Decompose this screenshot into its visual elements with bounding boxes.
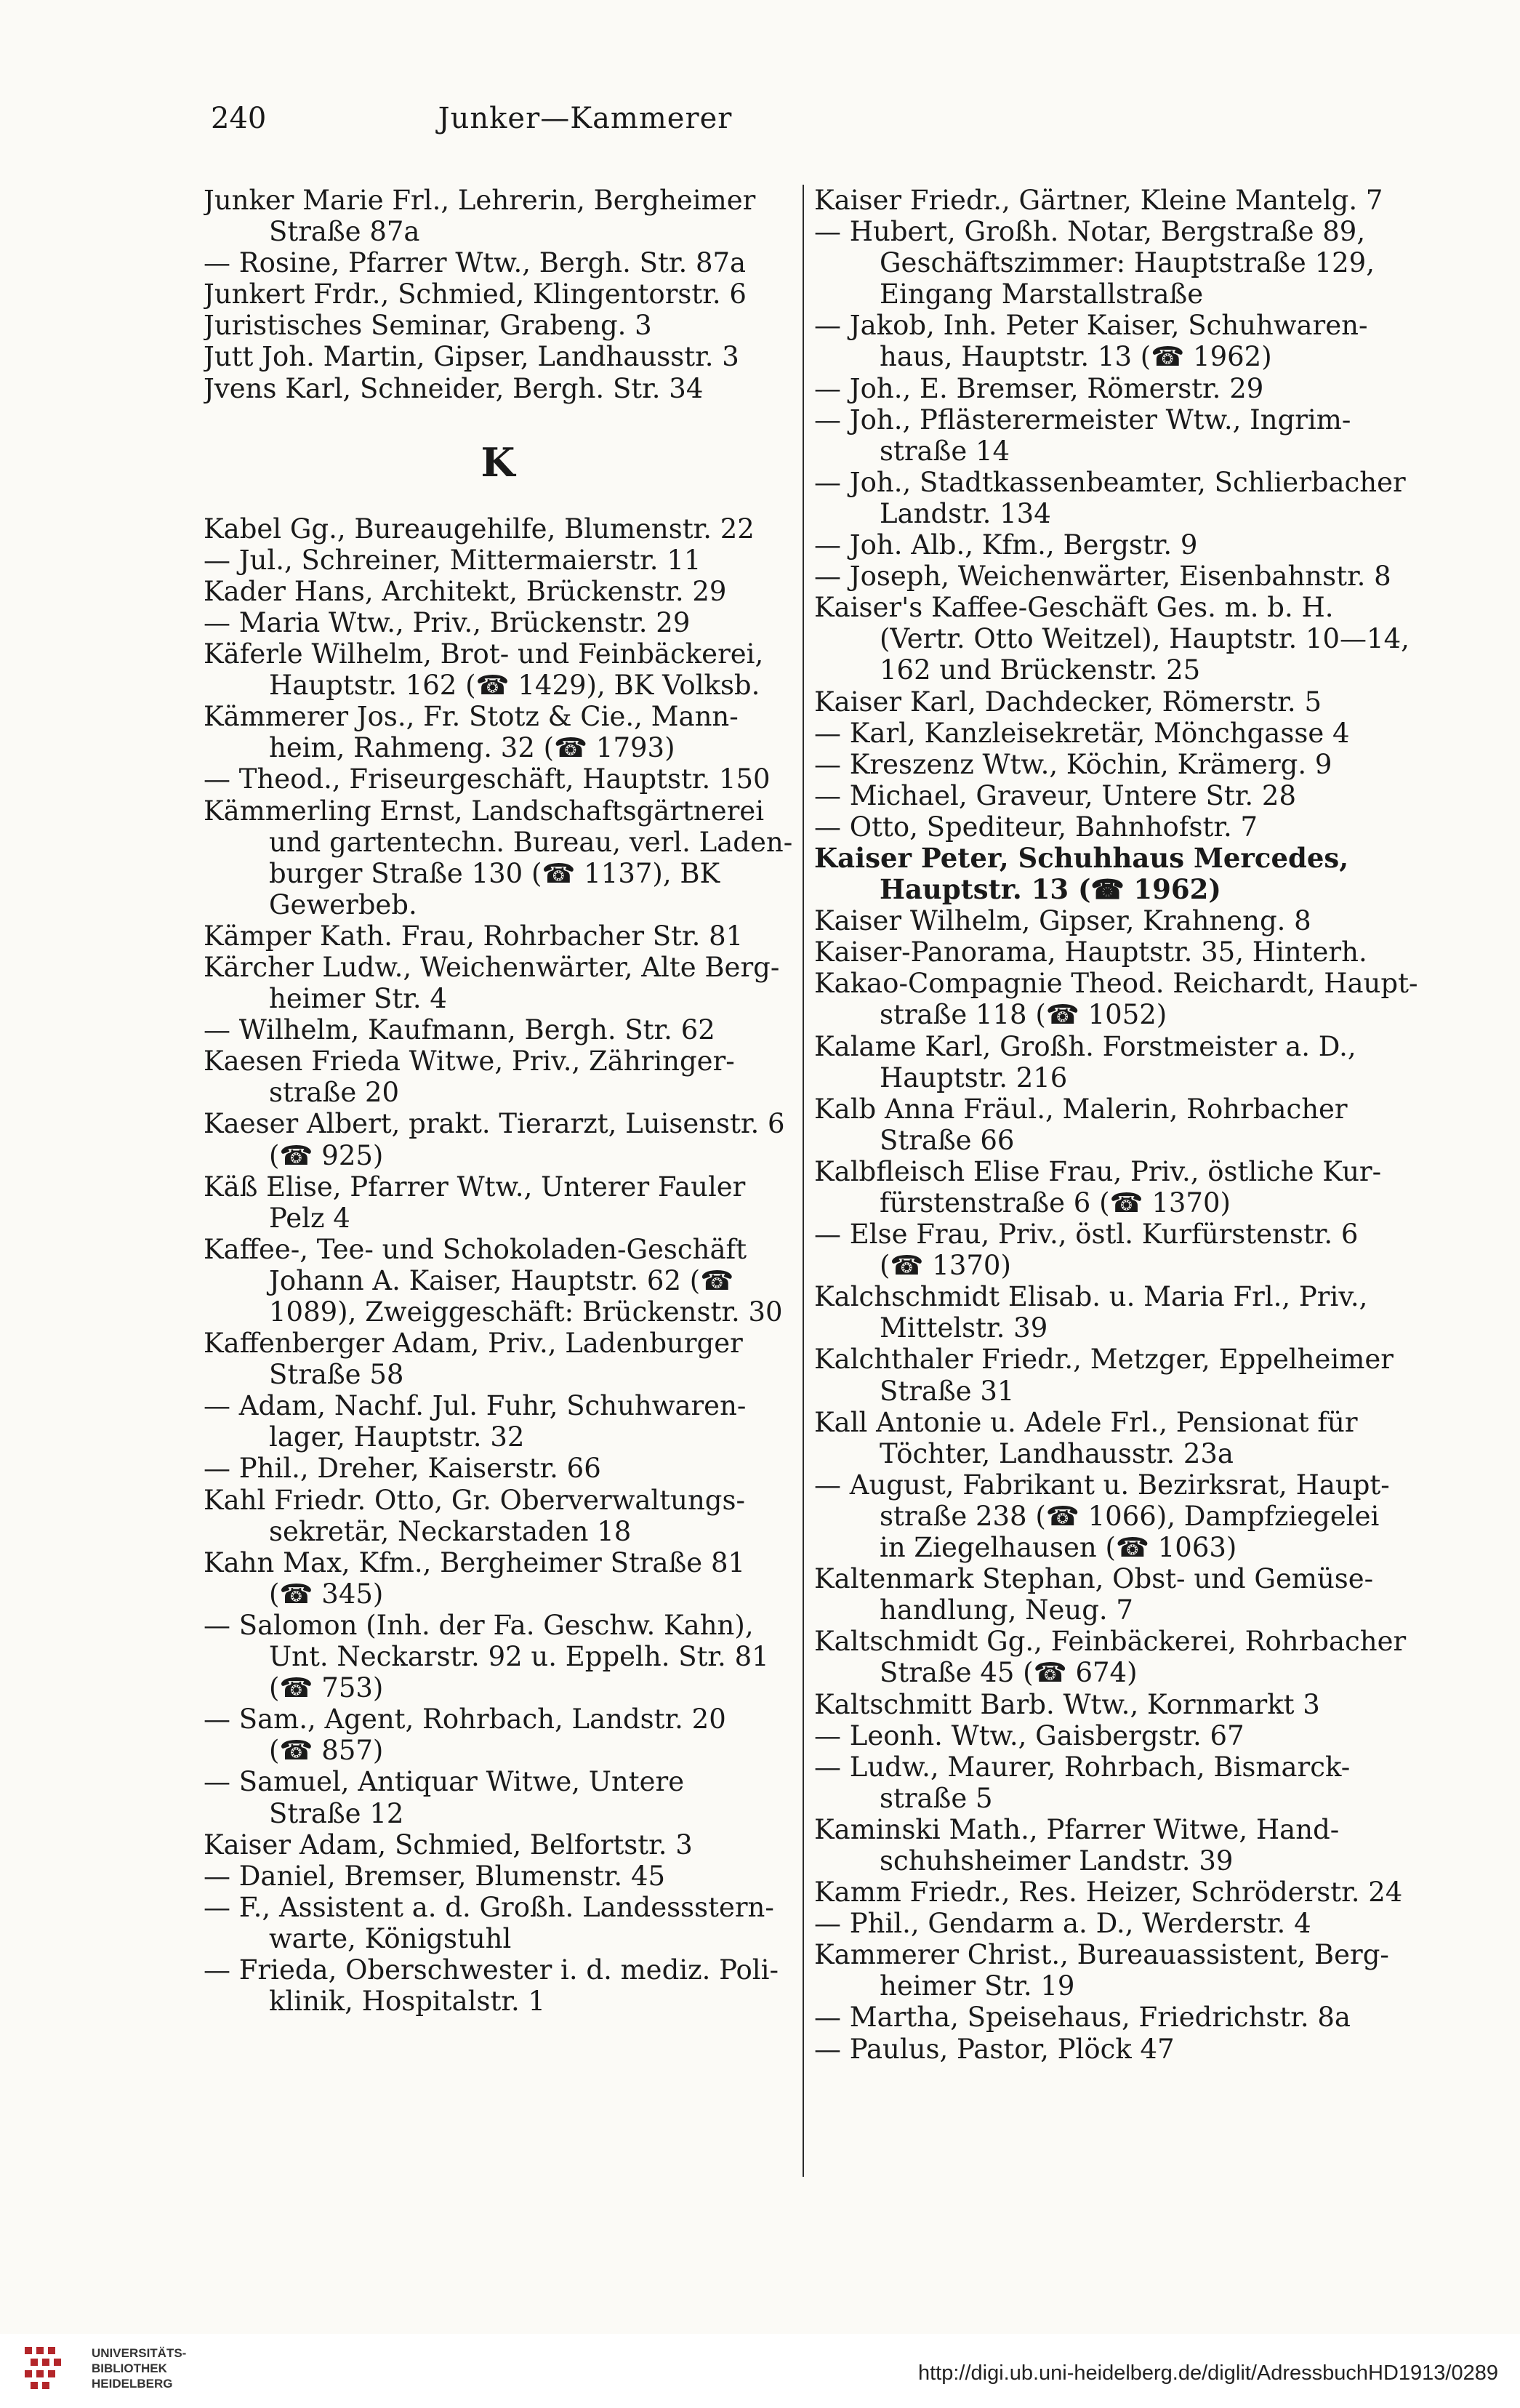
directory-line: Kaiser-Panorama, Hauptstr. 35, Hinterh. (814, 936, 1367, 968)
left-column (204, 185, 792, 2017)
directory-line: haus, Hauptstr. 13 (☎ 1962) (880, 341, 1272, 373)
directory-line: — Jakob, Inh. Peter Kaiser, Schuhwaren- (814, 310, 1368, 342)
directory-line: Kämmerling Ernst, Landschaftsgärtnerei (204, 795, 765, 827)
directory-line: — Else Frau, Priv., östl. Kurfürstenstr. 6 (814, 1219, 1359, 1251)
directory-line: — Joh., E. Bremser, Römerstr. 29 (814, 372, 1264, 404)
directory-line: — Maria Wtw., Priv., Brückenstr. 29 (204, 606, 691, 638)
directory-line: Hauptstr. 216 (880, 1061, 1068, 1093)
directory-line: — F., Assistent a. d. Großh. Landessstern- (204, 1891, 774, 1923)
page-header (211, 102, 960, 145)
directory-line: — Joseph, Weichenwärter, Eisenbahnstr. 8 (814, 561, 1391, 593)
directory-line: Johann A. Kaiser, Hauptstr. 62 (☎ (269, 1264, 734, 1296)
directory-line: 1089), Zweiggeschäft: Brückenstr. 30 (269, 1296, 783, 1328)
directory-line: Kaltenmark Stephan, Obst- und Gemüse- (814, 1563, 1374, 1595)
directory-line: Kaiser Wilhelm, Gipser, Krahneng. 8 (814, 905, 1311, 937)
directory-line: burger Straße 130 (☎ 1137), BK (269, 857, 720, 889)
directory-line: Kaeser Albert, prakt. Tierarzt, Luisenstr. 6 (204, 1108, 785, 1140)
directory-line: lager, Hauptstr. 32 (269, 1421, 525, 1453)
directory-line: Kalchthaler Friedr., Metzger, Eppelheimer (814, 1344, 1394, 1376)
directory-line: Kaminski Math., Pfarrer Witwe, Hand- (814, 1813, 1340, 1845)
directory-line: in Ziegelhausen (☎ 1063) (880, 1532, 1237, 1564)
directory-line: Kalame Karl, Großh. Forstmeister a. D., (814, 1030, 1356, 1062)
directory-line: — Salomon (Inh. der Fa. Geschw. Kahn), (204, 1609, 754, 1641)
directory-line: Kämmerer Jos., Fr. Stotz & Cie., Mann- (204, 701, 739, 733)
directory-line: — Joh., Stadtkassenbeamter, Schlierbacher (814, 466, 1406, 498)
directory-line: — Kreszenz Wtw., Köchin, Krämerg. 9 (814, 748, 1332, 780)
directory-line: — Michael, Graveur, Untere Str. 28 (814, 779, 1296, 811)
directory-line: Eingang Marstallstraße (880, 278, 1204, 310)
directory-line: straße 118 (☎ 1052) (880, 999, 1167, 1031)
directory-line: — Jul., Schreiner, Mittermaierstr. 11 (204, 544, 701, 576)
directory-line: warte, Königstuhl (269, 1922, 512, 1954)
directory-line: Kakao-Compagnie Theod. Reichardt, Haupt- (814, 968, 1418, 1000)
directory-line: — Ludw., Maurer, Rohrbach, Bismarck- (814, 1751, 1351, 1783)
directory-line: — Theod., Friseurgeschäft, Hauptstr. 150 (204, 763, 771, 795)
directory-line: Jutt Joh. Martin, Gipser, Landhausstr. 3 (204, 341, 739, 373)
directory-line: Straße 58 (269, 1359, 404, 1391)
directory-line: — Leonh. Wtw., Gaisbergstr. 67 (814, 1719, 1244, 1751)
directory-line: Juristisches Seminar, Grabeng. 3 (204, 310, 652, 342)
directory-line: Straße 31 (880, 1375, 1015, 1407)
directory-line: Straße 66 (880, 1124, 1015, 1156)
directory-line: Straße 45 (☎ 674) (880, 1657, 1138, 1689)
directory-line: straße 20 (269, 1077, 400, 1109)
directory-line: Kalbfleisch Elise Frau, Priv., östliche Kur- (814, 1155, 1382, 1187)
directory-line: Gewerbeb. (269, 888, 417, 920)
directory-line: Straße 87a (269, 216, 420, 248)
directory-line: Hauptstr. 13 (☎ 1962) (880, 874, 1221, 906)
directory-line: Junker Marie Frl., Lehrerin, Bergheimer (204, 185, 756, 216)
directory-line: — Daniel, Bremser, Blumenstr. 45 (204, 1860, 666, 1892)
directory-line: — Frieda, Oberschwester i. d. mediz. Poli- (204, 1954, 779, 1986)
directory-line: Kaesen Frieda Witwe, Priv., Zähringer- (204, 1046, 735, 1077)
directory-line: — Paulus, Pastor, Plöck 47 (814, 2033, 1175, 2065)
directory-line: — Phil., Gendarm a. D., Werderstr. 4 (814, 1908, 1311, 1940)
directory-line: Kaltschmidt Gg., Feinbäckerei, Rohrbacher (814, 1626, 1407, 1658)
directory-line: (☎ 925) (269, 1139, 384, 1171)
section-heading: K (480, 438, 515, 486)
directory-line: Kärcher Ludw., Weichenwärter, Alte Berg- (204, 951, 780, 983)
directory-line: Kader Hans, Architekt, Brückenstr. 29 (204, 575, 727, 607)
directory-line: Kammerer Christ., Bureauassistent, Berg- (814, 1939, 1389, 1971)
directory-line: — Joh. Alb., Kfm., Bergstr. 9 (814, 529, 1198, 561)
directory-line: Kaiser Karl, Dachdecker, Römerstr. 5 (814, 686, 1322, 718)
directory-line: — Martha, Speisehaus, Friedrichstr. 8a (814, 2002, 1351, 2034)
directory-line: — August, Fabrikant u. Bezirksrat, Haupt- (814, 1469, 1390, 1501)
directory-line: Geschäftszimmer: Hauptstraße 129, (880, 247, 1375, 279)
running-title: Junker—Kammerer (438, 102, 733, 135)
directory-line: (☎ 1370) (880, 1250, 1011, 1282)
directory-line: heimer Str. 19 (880, 1970, 1075, 2002)
right-column (814, 185, 1418, 2065)
directory-line: (☎ 857) (269, 1735, 384, 1767)
directory-line: — Joh., Pflästerermeister Wtw., Ingrim- (814, 404, 1351, 436)
directory-line: Töchter, Landhausstr. 23a (880, 1437, 1234, 1469)
directory-line: — Hubert, Großh. Notar, Bergstraße 89, (814, 216, 1366, 248)
directory-line: 162 und Brückenstr. 25 (880, 654, 1201, 686)
directory-line: schuhsheimer Landstr. 39 (880, 1845, 1234, 1877)
directory-line: Käferle Wilhelm, Brot- und Feinbäckerei, (204, 638, 764, 670)
directory-line: Kaffenberger Adam, Priv., Ladenburger (204, 1328, 743, 1360)
directory-line: — Phil., Dreher, Kaiserstr. 66 (204, 1453, 601, 1485)
directory-line: Pelz 4 (269, 1202, 350, 1234)
library-name-line: HEIDELBERG (92, 2377, 173, 2391)
directory-line: — Samuel, Antiquar Witwe, Untere (204, 1766, 685, 1798)
directory-line: sekretär, Neckarstaden 18 (269, 1515, 632, 1547)
directory-line: Käß Elise, Pfarrer Wtw., Unterer Fauler (204, 1171, 746, 1203)
directory-line: straße 5 (880, 1782, 993, 1814)
directory-line: Kahl Friedr. Otto, Gr. Oberverwaltungs- (204, 1484, 745, 1516)
directory-line: Kaiser's Kaffee-Geschäft Ges. m. b. H. (814, 592, 1334, 624)
directory-line: Unt. Neckarstr. 92 u. Eppelh. Str. 81 (269, 1641, 769, 1673)
directory-line: Kämper Kath. Frau, Rohrbacher Str. 81 (204, 920, 744, 952)
directory-line: handlung, Neug. 7 (880, 1594, 1133, 1626)
page-number: 240 (211, 102, 267, 135)
directory-line: — Otto, Spediteur, Bahnhofstr. 7 (814, 811, 1258, 843)
directory-line: — Rosine, Pfarrer Wtw., Bergh. Str. 87a (204, 247, 747, 279)
directory-line: (☎ 753) (269, 1672, 384, 1704)
library-name-line: BIBLIOTHEK (92, 2361, 167, 2375)
directory-line: Kaffee-, Tee- und Schokoladen-Geschäft (204, 1233, 747, 1265)
directory-line: (Vertr. Otto Weitzel), Hauptstr. 10—14, (880, 623, 1410, 655)
directory-line: Kall Antonie u. Adele Frl., Pensionat für (814, 1406, 1358, 1438)
directory-line: klinik, Hospitalstr. 1 (269, 1986, 546, 2018)
directory-line: Kahn Max, Kfm., Bergheimer Straße 81 (204, 1546, 746, 1578)
directory-line: straße 14 (880, 435, 1010, 467)
directory-line: fürstenstraße 6 (☎ 1370) (880, 1187, 1231, 1219)
directory-line: Kalchschmidt Elisab. u. Maria Frl., Priv., (814, 1281, 1368, 1313)
directory-line: Jvens Karl, Schneider, Bergh. Str. 34 (204, 372, 704, 404)
directory-line: Kaiser Peter, Schuhhaus Mercedes, (814, 842, 1349, 874)
directory-line: Straße 12 (269, 1797, 404, 1829)
directory-line: (☎ 345) (269, 1578, 384, 1610)
directory-line: Landstr. 134 (880, 497, 1051, 529)
directory-line: — Sam., Agent, Rohrbach, Landstr. 20 (204, 1703, 726, 1735)
directory-line: heimer Str. 4 (269, 983, 447, 1015)
directory-line: und gartentechn. Bureau, verl. Laden- (269, 826, 792, 858)
library-logo-icon (22, 2343, 87, 2393)
directory-line: Kaiser Friedr., Gärtner, Kleine Mantelg. 7 (814, 185, 1383, 216)
directory-line: Mittelstr. 39 (880, 1312, 1048, 1344)
directory-line: Kalb Anna Fräul., Malerin, Rohrbacher (814, 1093, 1348, 1125)
directory-line: Kaiser Adam, Schmied, Belfortstr. 3 (204, 1829, 693, 1861)
footer-url-link[interactable]: http://digi.ub.uni-heidelberg.de/diglit/AdressbuchHD1913/0289 (917, 2361, 1498, 2385)
directory-line: straße 238 (☎ 1066), Dampfziegelei (880, 1500, 1380, 1532)
directory-line: heim, Rahmeng. 32 (☎ 1793) (269, 732, 675, 764)
directory-line: Kabel Gg., Bureaugehilfe, Blumenstr. 22 (204, 513, 755, 545)
directory-line: Kaltschmitt Barb. Wtw., Kornmarkt 3 (814, 1688, 1320, 1720)
library-name (92, 2345, 186, 2391)
directory-line: Hauptstr. 162 (☎ 1429), BK Volksb. (269, 670, 760, 702)
directory-line: — Karl, Kanzleisekretär, Mönchgasse 4 (814, 717, 1350, 749)
library-name-line: UNIVERSITÄTS- (92, 2346, 187, 2360)
directory-line: — Adam, Nachf. Jul. Fuhr, Schuhwaren- (204, 1390, 747, 1422)
column-divider (803, 185, 804, 2177)
directory-line: Kamm Friedr., Res. Heizer, Schröderstr. 24 (814, 1877, 1403, 1909)
directory-line: — Wilhelm, Kaufmann, Bergh. Str. 62 (204, 1014, 715, 1046)
directory-line: Junkert Frdr., Schmied, Klingentorstr. 6 (204, 278, 747, 310)
